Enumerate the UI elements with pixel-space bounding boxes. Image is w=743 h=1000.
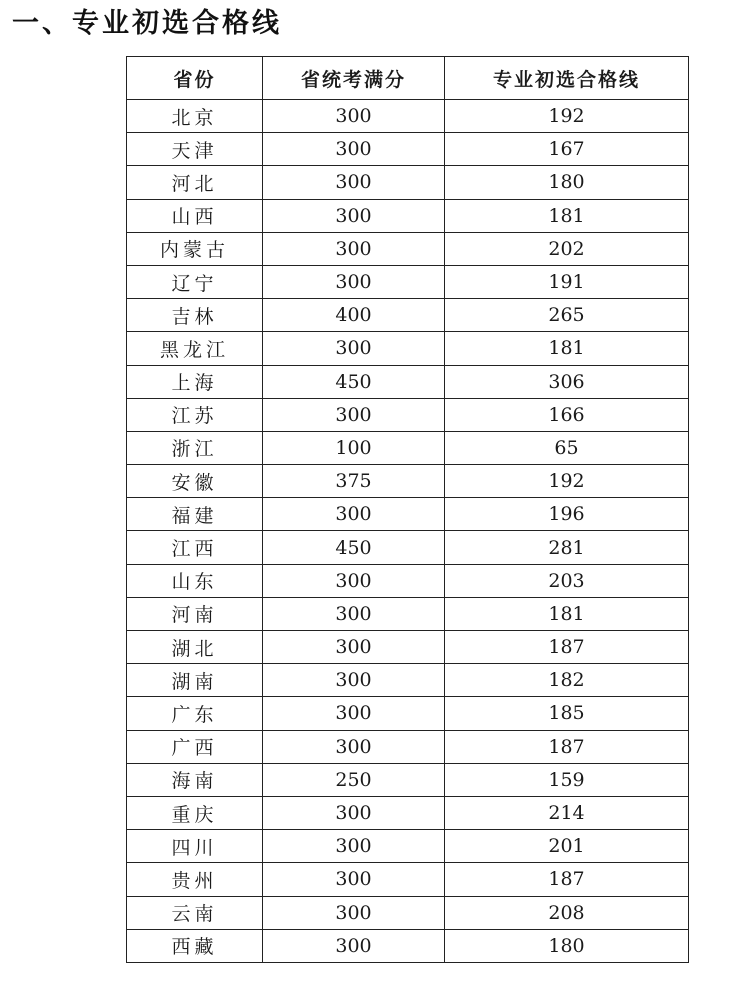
- province-cell: 云南: [127, 896, 263, 929]
- table-row: [127, 531, 689, 564]
- province-cell: 河南: [127, 597, 263, 630]
- cutoff-cell: 181: [445, 199, 689, 232]
- province-cell: 湖北: [127, 631, 263, 664]
- full-score-cell: 450: [263, 365, 445, 398]
- province-cell: 广西: [127, 730, 263, 763]
- province-cell: 吉林: [127, 299, 263, 332]
- province-cell: 黑龙江: [127, 332, 263, 365]
- province-cell: 北京: [127, 100, 263, 133]
- cutoff-cell: 196: [445, 498, 689, 531]
- province-cell: 福建: [127, 498, 263, 531]
- province-cell: 四川: [127, 830, 263, 863]
- table-row: [127, 398, 689, 431]
- cutoff-cell: 281: [445, 531, 689, 564]
- cutoff-cell: 182: [445, 664, 689, 697]
- cutoff-cell: 203: [445, 564, 689, 597]
- full-score-cell: 300: [263, 863, 445, 896]
- full-score-cell: 300: [263, 133, 445, 166]
- table-row: [127, 100, 689, 133]
- table-row: [127, 465, 689, 498]
- full-score-cell: 300: [263, 498, 445, 531]
- province-cell: 贵州: [127, 863, 263, 896]
- table-row: [127, 332, 689, 365]
- table-row: [127, 697, 689, 730]
- full-score-cell: 300: [263, 730, 445, 763]
- full-score-cell: 300: [263, 697, 445, 730]
- cutoff-cell: 187: [445, 730, 689, 763]
- cutoff-cell: 187: [445, 863, 689, 896]
- table-row: [127, 730, 689, 763]
- province-cell: 浙江: [127, 431, 263, 464]
- full-score-cell: 300: [263, 830, 445, 863]
- table-row: [127, 929, 689, 962]
- full-score-cell: 300: [263, 664, 445, 697]
- table-row: [127, 763, 689, 796]
- province-cell: 海南: [127, 763, 263, 796]
- table-row: [127, 365, 689, 398]
- province-cell: 江苏: [127, 398, 263, 431]
- full-score-cell: 300: [263, 100, 445, 133]
- full-score-cell: 400: [263, 299, 445, 332]
- cutoff-cell: 208: [445, 896, 689, 929]
- full-score-cell: 300: [263, 929, 445, 962]
- cutoff-cell: 265: [445, 299, 689, 332]
- table-row: [127, 631, 689, 664]
- province-cell: 广东: [127, 697, 263, 730]
- cutoff-cell: 192: [445, 100, 689, 133]
- full-score-cell: 250: [263, 763, 445, 796]
- section-heading: 一、专业初选合格线: [12, 8, 282, 39]
- table-row: [127, 199, 689, 232]
- table-body: [127, 100, 689, 963]
- table-row: [127, 232, 689, 265]
- full-score-cell: 450: [263, 531, 445, 564]
- cutoff-score-table: [126, 56, 689, 963]
- table-row: [127, 796, 689, 829]
- table-row: [127, 133, 689, 166]
- cutoff-cell: 185: [445, 697, 689, 730]
- header-full-score: 省统考满分: [263, 57, 445, 100]
- full-score-cell: 300: [263, 166, 445, 199]
- cutoff-cell: 192: [445, 465, 689, 498]
- cutoff-cell: 191: [445, 265, 689, 298]
- cutoff-cell: 180: [445, 929, 689, 962]
- cutoff-cell: 65: [445, 431, 689, 464]
- cutoff-cell: 187: [445, 631, 689, 664]
- province-cell: 西藏: [127, 929, 263, 962]
- table-row: [127, 431, 689, 464]
- full-score-cell: 300: [263, 265, 445, 298]
- header-province: 省份: [127, 57, 263, 100]
- full-score-cell: 300: [263, 564, 445, 597]
- province-cell: 内蒙古: [127, 232, 263, 265]
- province-cell: 湖南: [127, 664, 263, 697]
- table-row: [127, 265, 689, 298]
- province-cell: 山东: [127, 564, 263, 597]
- province-cell: 天津: [127, 133, 263, 166]
- cutoff-cell: 214: [445, 796, 689, 829]
- table-header-row: [127, 57, 689, 100]
- cutoff-cell: 167: [445, 133, 689, 166]
- full-score-cell: 100: [263, 431, 445, 464]
- full-score-cell: 300: [263, 232, 445, 265]
- cutoff-cell: 181: [445, 332, 689, 365]
- cutoff-cell: 180: [445, 166, 689, 199]
- full-score-cell: 375: [263, 465, 445, 498]
- province-cell: 安徽: [127, 465, 263, 498]
- full-score-cell: 300: [263, 796, 445, 829]
- full-score-cell: 300: [263, 896, 445, 929]
- table-row: [127, 498, 689, 531]
- province-cell: 重庆: [127, 796, 263, 829]
- table-row: [127, 564, 689, 597]
- province-cell: 辽宁: [127, 265, 263, 298]
- full-score-cell: 300: [263, 631, 445, 664]
- province-cell: 山西: [127, 199, 263, 232]
- province-cell: 上海: [127, 365, 263, 398]
- cutoff-cell: 166: [445, 398, 689, 431]
- cutoff-cell: 159: [445, 763, 689, 796]
- province-cell: 河北: [127, 166, 263, 199]
- table-row: [127, 896, 689, 929]
- full-score-cell: 300: [263, 199, 445, 232]
- province-cell: 江西: [127, 531, 263, 564]
- table-row: [127, 597, 689, 630]
- full-score-cell: 300: [263, 332, 445, 365]
- cutoff-cell: 306: [445, 365, 689, 398]
- header-cutoff: 专业初选合格线: [445, 57, 689, 100]
- table-row: [127, 664, 689, 697]
- table-row: [127, 863, 689, 896]
- table-row: [127, 166, 689, 199]
- table-row: [127, 830, 689, 863]
- cutoff-cell: 202: [445, 232, 689, 265]
- full-score-cell: 300: [263, 398, 445, 431]
- cutoff-cell: 201: [445, 830, 689, 863]
- table-row: [127, 299, 689, 332]
- cutoff-cell: 181: [445, 597, 689, 630]
- full-score-cell: 300: [263, 597, 445, 630]
